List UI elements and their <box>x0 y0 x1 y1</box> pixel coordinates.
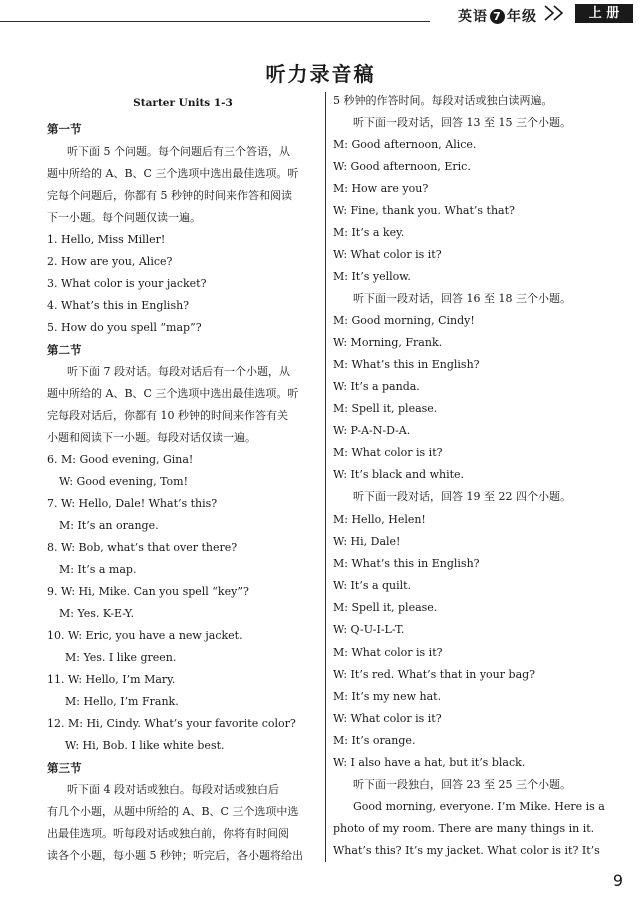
section-1-paragraph-line: 下一小题。每个问题仅读一遍。 <box>47 211 201 224</box>
dialogue-line: M: It’s a key. <box>333 226 405 239</box>
question-5: 5. How do you spell “map”? <box>47 321 202 334</box>
section-2-paragraph-line: 听下面 7 段对话。每段对话后有一个小题，从 <box>67 365 290 378</box>
dialogue-line: M: Good afternoon, Alice. <box>333 138 477 151</box>
dialogue-12-line-1: 12. M: Hi, Cindy. What’s your favorite color? <box>47 717 296 730</box>
dialogue-7-line-2: M: It’s an orange. <box>59 519 159 532</box>
dialogue-line: W: It’s a quilt. <box>333 579 412 592</box>
dialogue-9-line-1: 9. W: Hi, Mike. Can you spell “key”? <box>47 585 249 598</box>
section-3-paragraph-line: 出最佳选项。听每段对话或独白前，你将有时间阅 <box>47 827 289 840</box>
dialogue-line: W: Morning, Frank. <box>333 336 443 349</box>
group-1-intro: 听下面一段对话，回答 13 至 15 三个小题。 <box>353 116 571 129</box>
dialogue-line: M: It’s my new hat. <box>333 690 442 703</box>
dialogue-line: W: It’s red. What’s that in your bag? <box>333 668 536 681</box>
question-4: 4. What’s this in English? <box>47 299 190 312</box>
page-title: 听力录音稿 <box>265 62 376 86</box>
dialogue-line: M: Spell it, please. <box>333 601 438 614</box>
dialogue-10-line-2: M: Yes. I like green. <box>65 651 177 664</box>
dialogue-line: M: How are you? <box>333 182 429 195</box>
page-header <box>0 0 641 30</box>
monologue-line: What’s this? It’s my jacket. What color is it? It’s <box>333 844 600 857</box>
dialogue-line: W: It’s black and white. <box>333 468 465 481</box>
double-chevron-icon <box>541 3 571 23</box>
dialogue-line: W: What color is it? <box>333 712 442 725</box>
dialogue-line: M: Spell it, please. <box>333 402 438 415</box>
section-2-heading: 第二节 <box>47 343 82 357</box>
dialogue-11-line-1: 11. W: Hello, I’m Mary. <box>47 673 176 686</box>
section-1-paragraph-line: 完每个问题后，你都有 5 秒钟的时间来作答和阅读 <box>47 189 292 202</box>
subject-label <box>458 6 537 26</box>
column-divider <box>325 92 326 862</box>
section-1-heading: 第一节 <box>47 122 82 136</box>
question-1: 1. Hello, Miss Miller! <box>47 233 166 246</box>
dialogue-line: W: Good afternoon, Eric. <box>333 160 471 173</box>
group-4-intro: 听下面一段独白，回答 23 至 25 三个小题。 <box>353 778 571 791</box>
volume-badge: 上 册 <box>575 4 633 23</box>
dialogue-6-line-2: W: Good evening, Tom! <box>59 475 189 488</box>
monologue-line: photo of my room. There are many things in it. <box>333 822 595 835</box>
dialogue-line: M: What’s this in English? <box>333 358 480 371</box>
dialogue-line: W: It’s a panda. <box>333 380 420 393</box>
monologue-line: Good morning, everyone. I’m Mike. Here is a <box>353 800 605 813</box>
dialogue-line: W: What color is it? <box>333 248 442 261</box>
dialogue-8-line-1: 8. W: Bob, what’s that over there? <box>47 541 238 554</box>
section-1-paragraph-line: 听下面 5 个问题。每个问题后有三个答语，从 <box>67 145 290 158</box>
dialogue-9-line-2: M: Yes. K-E-Y. <box>59 607 135 620</box>
dialogue-line: M: It’s yellow. <box>333 270 411 283</box>
dialogue-11-line-2: M: Hello, I’m Frank. <box>65 695 179 708</box>
section-1-paragraph-line: 题中所给的 A、B、C 三个选项中选出最佳选项。听 <box>47 167 299 180</box>
section-3-paragraph-line: 听下面 4 段对话或独白。每段对话或独白后 <box>67 783 279 796</box>
dialogue-line: M: What color is it? <box>333 646 443 659</box>
header-rule <box>0 21 430 22</box>
dialogue-line: M: Good morning, Cindy! <box>333 314 475 327</box>
grade-suffix: 年级 <box>507 9 537 25</box>
dialogue-line: M: It’s orange. <box>333 734 416 747</box>
dialogue-10-line-1: 10. W: Eric, you have a new jacket. <box>47 629 243 642</box>
page-number: 9 <box>612 871 623 890</box>
subject-text: 英语 <box>458 9 488 25</box>
section-2-paragraph-line: 题中所给的 A、B、C 三个选项中选出最佳选项。听 <box>47 387 299 400</box>
section-3-paragraph-line: 读各个小题，每小题 5 秒钟；听完后，各小题将给出 <box>47 849 303 862</box>
section-2-paragraph-line: 完每段对话后，你都有 10 秒钟的时间来作答有关 <box>47 409 288 422</box>
question-3: 3. What color is your jacket? <box>47 277 207 290</box>
dialogue-line: W: Q-U-I-L-T. <box>333 623 405 636</box>
dialogue-8-line-2: M: It’s a map. <box>59 563 137 576</box>
dialogue-line: M: What color is it? <box>333 446 443 459</box>
grade-number-badge: 7 <box>490 9 505 24</box>
dialogue-line: M: Hello, Helen! <box>333 513 426 526</box>
dialogue-line: M: What’s this in English? <box>333 557 480 570</box>
group-2-intro: 听下面一段对话，回答 16 至 18 三个小题。 <box>353 292 571 305</box>
dialogue-line: W: Hi, Dale! <box>333 535 401 548</box>
dialogue-12-line-2: W: Hi, Bob. I like white best. <box>65 739 225 752</box>
section-3-heading: 第三节 <box>47 761 82 775</box>
dialogue-line: W: Fine, thank you. What’s that? <box>333 204 515 217</box>
dialogue-6-line-1: 6. M: Good evening, Gina! <box>47 453 194 466</box>
dialogue-7-line-1: 7. W: Hello, Dale! What’s this? <box>47 497 218 510</box>
section-3-continuation: 5 秒钟的作答时间。每段对话或独白读两遍。 <box>333 94 553 107</box>
dialogue-line: W: P-A-N-D-A. <box>333 424 411 437</box>
section-2-paragraph-line: 小题和阅读下一小题。每段对话仅读一遍。 <box>47 431 256 444</box>
dialogue-line: W: I also have a hat, but it’s black. <box>333 756 526 769</box>
question-2: 2. How are you, Alice? <box>47 255 173 268</box>
unit-title: Starter Units 1-3 <box>133 97 233 109</box>
group-3-intro: 听下面一段对话，回答 19 至 22 四个小题。 <box>353 490 571 503</box>
section-3-paragraph-line: 有几个小题，从题中所给的 A、B、C 三个选项中选 <box>47 805 299 818</box>
